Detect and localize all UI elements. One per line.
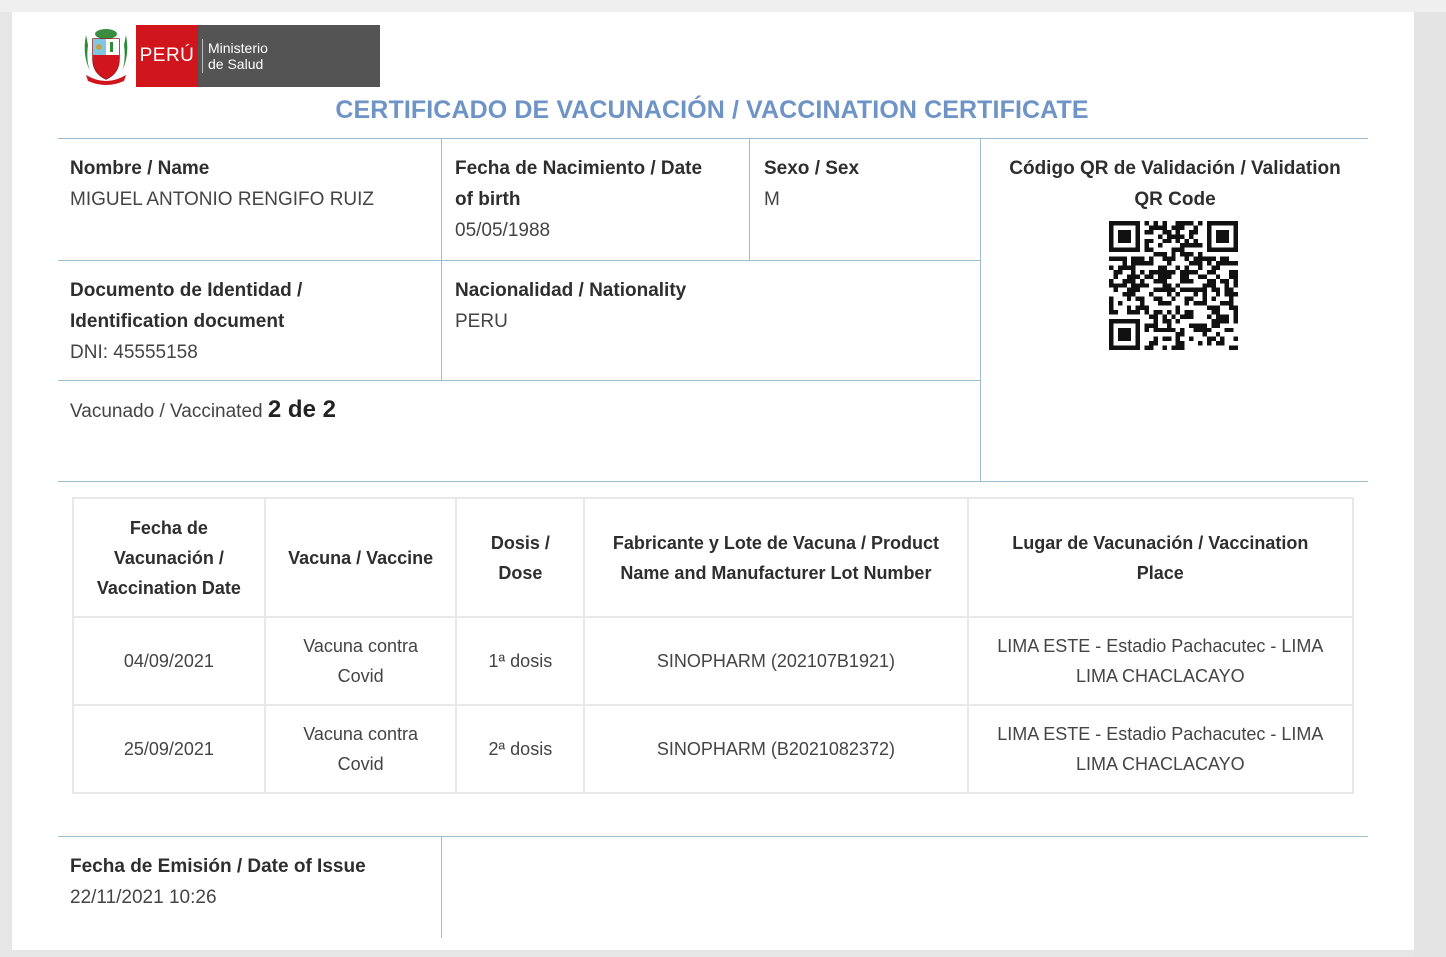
dose-place xyxy=(968,617,1353,705)
table-row xyxy=(73,617,1353,705)
dose-place-line2: LIMA CHACLACAYO xyxy=(1075,754,1245,774)
peru-coat-of-arms-icon xyxy=(80,25,132,87)
dose-number: 2ª dosis xyxy=(456,705,584,793)
dose-date: 25/09/2021 xyxy=(73,705,265,793)
id-document-field xyxy=(70,275,430,368)
logo-ministry-line1: Ministerio xyxy=(208,40,268,56)
nationality-label: Nacionalidad / Nationality xyxy=(455,280,687,301)
header-dose xyxy=(456,498,584,617)
rule-top xyxy=(58,138,1368,139)
qr-title-line2: QR Code xyxy=(1134,189,1216,210)
vaccinated-value: 2 de 2 xyxy=(267,396,336,423)
header-date-line1: Fecha de xyxy=(129,517,208,538)
header-date-line3: Vaccination Date xyxy=(96,577,241,598)
header-place-line2: Place xyxy=(1136,562,1184,583)
dose-place-line1: LIMA ESTE - Estadio Pachacutec - LIMA xyxy=(997,724,1324,744)
nationality-value: PERU xyxy=(455,311,508,332)
logo-ministry-line2: de Salud xyxy=(208,56,264,72)
dose-place-line1: LIMA ESTE - Estadio Pachacutec - LIMA xyxy=(997,636,1324,656)
issue-date-value: 22/11/2021 10:26 xyxy=(70,887,217,908)
name-field xyxy=(70,153,430,215)
issue-date-field xyxy=(70,851,440,913)
dob-label-line2: of birth xyxy=(455,189,521,210)
sex-value: M xyxy=(764,189,780,210)
qr-title-line1: Código QR de Validación / Validation xyxy=(1009,158,1341,179)
divider-col1 xyxy=(441,139,442,381)
qr-title xyxy=(982,153,1368,215)
divider-qr xyxy=(980,139,981,481)
dob-label-line1: Fecha de Nacimiento / Date xyxy=(455,158,703,179)
dose-vaccine-line2: Covid xyxy=(337,754,384,774)
id-label-line1: Documento de Identidad / xyxy=(70,280,303,301)
name-value: MIGUEL ANTONIO RENGIFO RUIZ xyxy=(70,189,375,210)
dose-vaccine xyxy=(265,705,457,793)
dose-date: 04/09/2021 xyxy=(73,617,265,705)
dose-product: SINOPHARM (B2021082372) xyxy=(584,705,967,793)
header-dose-line1: Dosis / xyxy=(490,532,550,553)
vaccinated-label: Vacunado / Vaccinated xyxy=(70,401,263,422)
dose-place xyxy=(968,705,1353,793)
header-vaccine: Vacuna / Vaccine xyxy=(265,498,457,617)
certificate-title: CERTIFICADO DE VACUNACIÓN / VACCINATION CERTIFICATE xyxy=(335,96,1089,124)
dose-vaccine-line1: Vacuna contra xyxy=(303,636,418,656)
dose-table-header xyxy=(73,498,1353,617)
dose-vaccine-line2: Covid xyxy=(337,666,384,686)
id-value: DNI: 45555158 xyxy=(70,342,198,363)
header-place xyxy=(968,498,1353,617)
divider-col2 xyxy=(749,139,750,260)
rule-section xyxy=(58,481,1368,482)
rule-row1 xyxy=(58,260,980,261)
dose-product: SINOPHARM (202107B1921) xyxy=(584,617,967,705)
header-product-line2: Name and Manufacturer Lot Number xyxy=(620,562,932,583)
divider-issue xyxy=(441,837,442,938)
dose-vaccine-line1: Vacuna contra xyxy=(303,724,418,744)
rule-row2 xyxy=(58,380,980,381)
table-row xyxy=(73,705,1353,793)
header-place-line1: Lugar de Vacunación / Vaccination xyxy=(1012,532,1309,553)
sex-field xyxy=(764,153,964,215)
window-top-strip xyxy=(0,0,1446,12)
header-product xyxy=(584,498,967,617)
sex-label: Sexo / Sex xyxy=(764,158,860,179)
vaccinated-field xyxy=(70,394,670,427)
header-dose-line2: Dose xyxy=(498,562,543,583)
id-label-line2: Identification document xyxy=(70,311,285,332)
logo-peru-label: PERÚ xyxy=(136,25,198,87)
page-side-margin xyxy=(1414,12,1446,957)
header-product-line1: Fabricante y Lote de Vacuna / Product xyxy=(612,532,939,553)
dob-field xyxy=(455,153,745,246)
dose-number: 1ª dosis xyxy=(456,617,584,705)
logo-ministry xyxy=(198,25,380,87)
header-vaccination-date xyxy=(73,498,265,617)
dose-vaccine xyxy=(265,617,457,705)
dose-place-line2: LIMA CHACLACAYO xyxy=(1075,666,1245,686)
validation-qr-code xyxy=(1109,221,1238,350)
dob-value: 05/05/1988 xyxy=(455,220,551,241)
minsa-logo xyxy=(80,25,380,87)
rule-issue xyxy=(58,836,1368,837)
header-date-line2: Vacunación / xyxy=(113,547,224,568)
nationality-field xyxy=(455,275,955,337)
name-label: Nombre / Name xyxy=(70,158,210,179)
dose-table xyxy=(72,497,1354,794)
issue-date-label: Fecha de Emisión / Date of Issue xyxy=(70,856,366,877)
